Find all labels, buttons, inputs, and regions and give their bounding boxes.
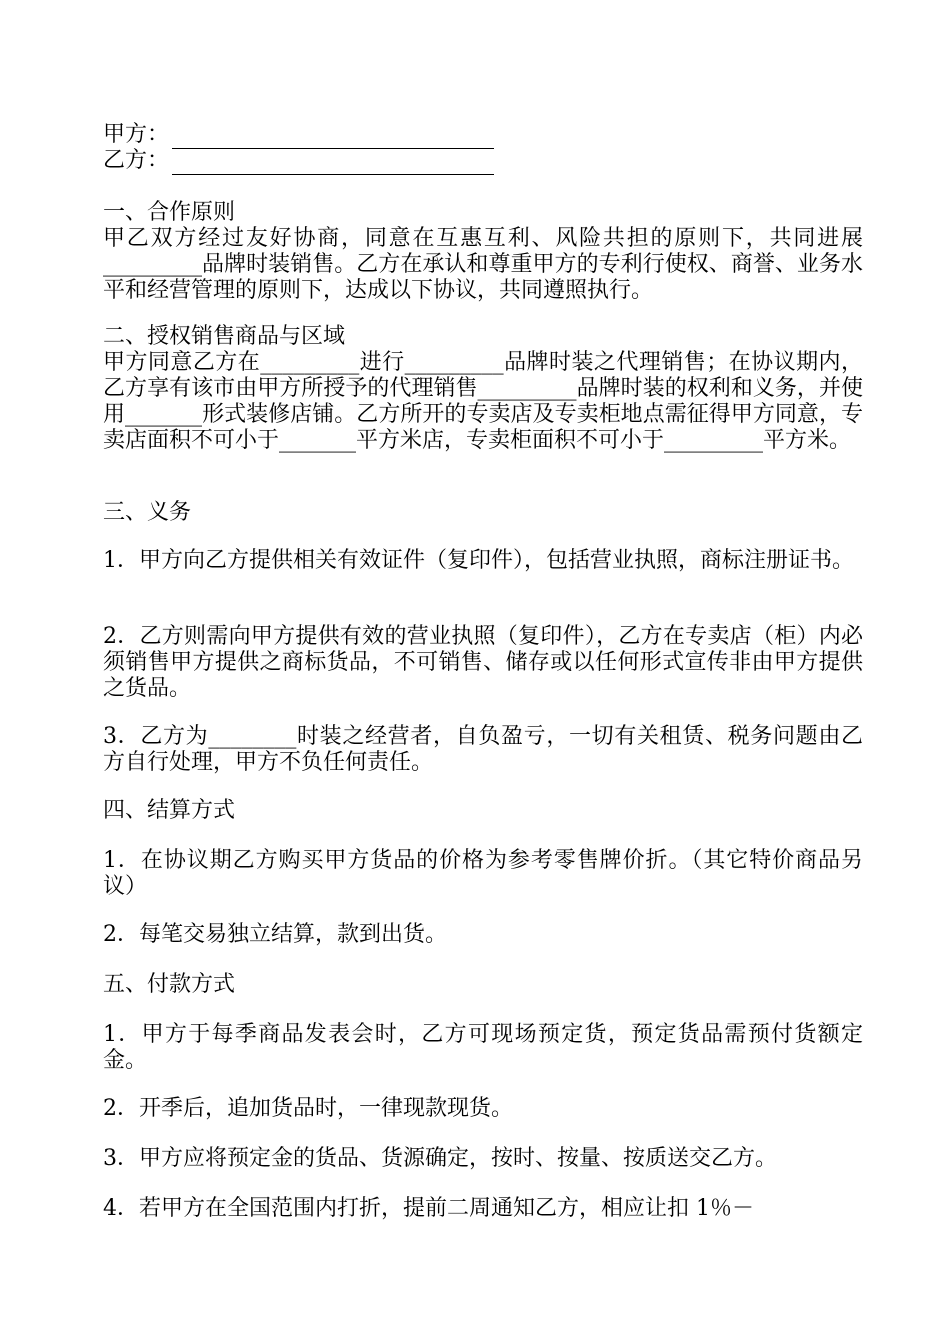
section-2-heading: 二、授权销售商品与区域	[103, 324, 346, 349]
section-3-heading: 三、义务	[103, 500, 192, 525]
section-2-body: 甲方同意乙方在_________进行_________品牌时装之代理销售；在协议期内，乙方享有该市由甲方所授予的代理销售_________品牌时装的权利和义务，并使用_______形式装修店铺。乙方所开的专卖店及专卖柜地点需征得甲方同意，专卖店面积不可小于_______平方米店，专卖柜面积不可小于_________平方米。	[103, 350, 863, 453]
party-b-label: 乙方：	[103, 148, 170, 173]
section-5-item-1: 1．甲方于每季商品发表会时，乙方可现场预定货，预定货品需预付货额定金。	[103, 1022, 863, 1073]
party-a-label: 甲方：	[103, 122, 170, 147]
section-3-item-3: 3．乙方为________时装之经营者，自负盈亏，一切有关租赁、税务问题由乙方自行处理，甲方不负任何责任。	[103, 724, 863, 775]
section-4-item-1: 1．在协议期乙方购买甲方货品的价格为参考零售牌价折。（其它特价商品另议）	[103, 848, 863, 899]
section-3-item-1: 1．甲方向乙方提供相关有效证件（复印件），包括营业执照，商标注册证书。	[103, 548, 854, 573]
section-3-item-2: 2．乙方则需向甲方提供有效的营业执照（复印件），乙方在专卖店（柜）内必须销售甲方提供之商标货品，不可销售、储存或以任何形式宣传非由甲方提供之货品。	[103, 624, 863, 701]
party-b-blank-line	[172, 148, 494, 175]
section-1-body: 甲乙双方经过友好协商，同意在互惠互利、风险共担的原则下，共同进展_________品牌时装销售。乙方在承认和尊重甲方的专利行使权、商誉、业务水平和经营管理的原则下，达成以下协议，共同遵照执行。	[103, 226, 863, 303]
section-5-item-2: 2．开季后，追加货品时，一律现款现货。	[103, 1096, 513, 1121]
party-a-blank-line	[172, 122, 494, 149]
section-5-heading: 五、付款方式	[103, 972, 236, 997]
section-5-item-3: 3．甲方应将预定金的货品、货源确定，按时、按量、按质送交乙方。	[103, 1146, 777, 1171]
section-1-heading: 一、合作原则	[103, 200, 236, 225]
section-5-item-4: 4．若甲方在全国范围内打折，提前二周通知乙方，相应让扣 1％－	[103, 1196, 754, 1221]
section-4-item-2: 2．每笔交易独立结算，款到出货。	[103, 922, 447, 947]
section-4-heading: 四、结算方式	[103, 798, 236, 823]
